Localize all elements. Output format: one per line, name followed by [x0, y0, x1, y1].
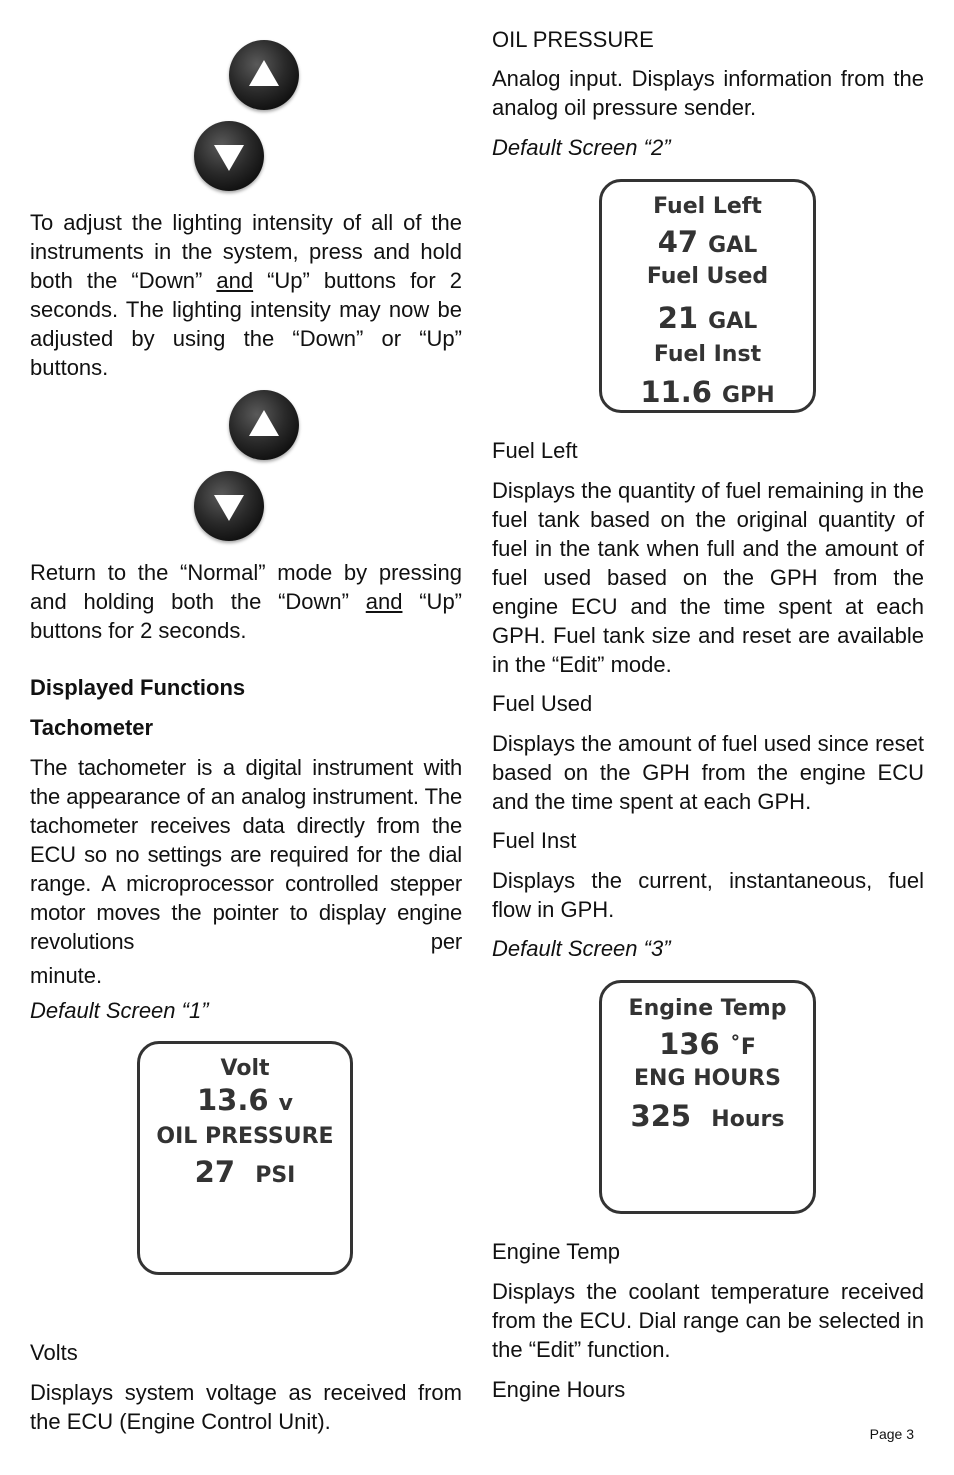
lighting-paragraph: To adjust the lighting intensity of all of the instruments in the system, press and hold both the “Down” and “Up” buttons for 2 seconds. The lighting intensity may now be adjusted by using the “Down” or “Up” buttons.	[30, 210, 462, 380]
fuel-inst-paragraph: Displays the current, instantaneous, fuel flow in GPH.	[492, 868, 924, 922]
screen2-fuel-inst-label: Fuel Inst	[653, 342, 762, 367]
displayed-functions-heading: Displayed Functions	[30, 675, 246, 700]
screen1-volt-value: 13.6 v	[196, 1083, 293, 1117]
screen3-eng-hours-label: ENG HOURS	[634, 1066, 781, 1091]
display-screen-2	[599, 179, 816, 413]
screen3-eng-hours-value: 325 Hours	[630, 1099, 785, 1133]
oil-pressure-paragraph: Analog input. Displays information from the analog oil pressure sender.	[492, 66, 924, 120]
oil-pressure-heading: OIL PRESSURE	[492, 27, 654, 52]
fuel-left-paragraph: Displays the quantity of fuel remaining in the fuel tank based on the original quantity of fuel in the tank when full and the amount of fuel used based on the GPH from the engine ECU and the time spent at each GPH. Fuel tank size and reset are available in the “Edit” mode.	[492, 478, 924, 677]
tachometer-heading: Tachometer	[30, 715, 154, 740]
up-button-icon	[229, 40, 299, 110]
screen1-volt-label: Volt	[220, 1056, 270, 1081]
screen2-fuel-used-label: Fuel Used	[646, 264, 769, 289]
return-normal-paragraph: Return to the “Normal” mode by pressing and holding both the “Down” and “Up” buttons for 2 seconds.	[30, 560, 462, 643]
down-button-icon	[194, 471, 264, 541]
down-button-icon	[194, 121, 264, 191]
up-button-icon	[229, 390, 299, 460]
screen2-fuel-left-label: Fuel Left	[653, 194, 762, 219]
screen1-oil-label: OIL PRESSURE	[156, 1124, 334, 1149]
fuel-left-heading: Fuel Left	[492, 438, 578, 463]
display-screen-1	[137, 1041, 353, 1275]
volts-heading: Volts	[30, 1340, 78, 1365]
screen3-engine-temp-value: 136 ˚F	[659, 1027, 756, 1061]
default-screen-2-label: Default Screen “2”	[492, 135, 671, 160]
fuel-inst-heading: Fuel Inst	[492, 828, 577, 853]
engine-temp-heading: Engine Temp	[492, 1239, 621, 1264]
screen1-oil-value: 27 PSI	[194, 1155, 296, 1189]
tachometer-paragraph: The tachometer is a digital instrument with the appearance of an analog instrument. The tachometer receives data directly from the ECU so no settings are required for the dial range. A microprocessor controlled stepper motor moves the pointer to display engine revolutions per	[30, 755, 462, 954]
display-screen-3	[599, 980, 816, 1214]
default-screen-3-label: Default Screen “3”	[492, 936, 671, 961]
default-screen-1-label: Default Screen “1”	[30, 998, 209, 1023]
screen2-fuel-used-value: 21 GAL	[657, 301, 758, 335]
volts-paragraph: Displays system voltage as received from the ECU (Engine Control Unit).	[30, 1380, 462, 1434]
tachometer-paragraph-end: minute.	[30, 963, 103, 988]
screen2-fuel-inst-value: 11.6 GPH	[640, 375, 775, 409]
screen3-engine-temp-label: Engine Temp	[628, 996, 787, 1021]
fuel-used-paragraph: Displays the amount of fuel used since reset based on the GPH from the engine ECU and the time spent at each GPH.	[492, 731, 924, 814]
page-number: Page 3	[869, 1426, 914, 1442]
engine-temp-paragraph: Displays the coolant temperature received from the ECU. Dial range can be selected in the “Edit” function.	[492, 1279, 924, 1362]
engine-hours-heading: Engine Hours	[492, 1377, 626, 1402]
screen2-fuel-left-value: 47 GAL	[657, 225, 758, 259]
fuel-used-heading: Fuel Used	[492, 691, 593, 716]
